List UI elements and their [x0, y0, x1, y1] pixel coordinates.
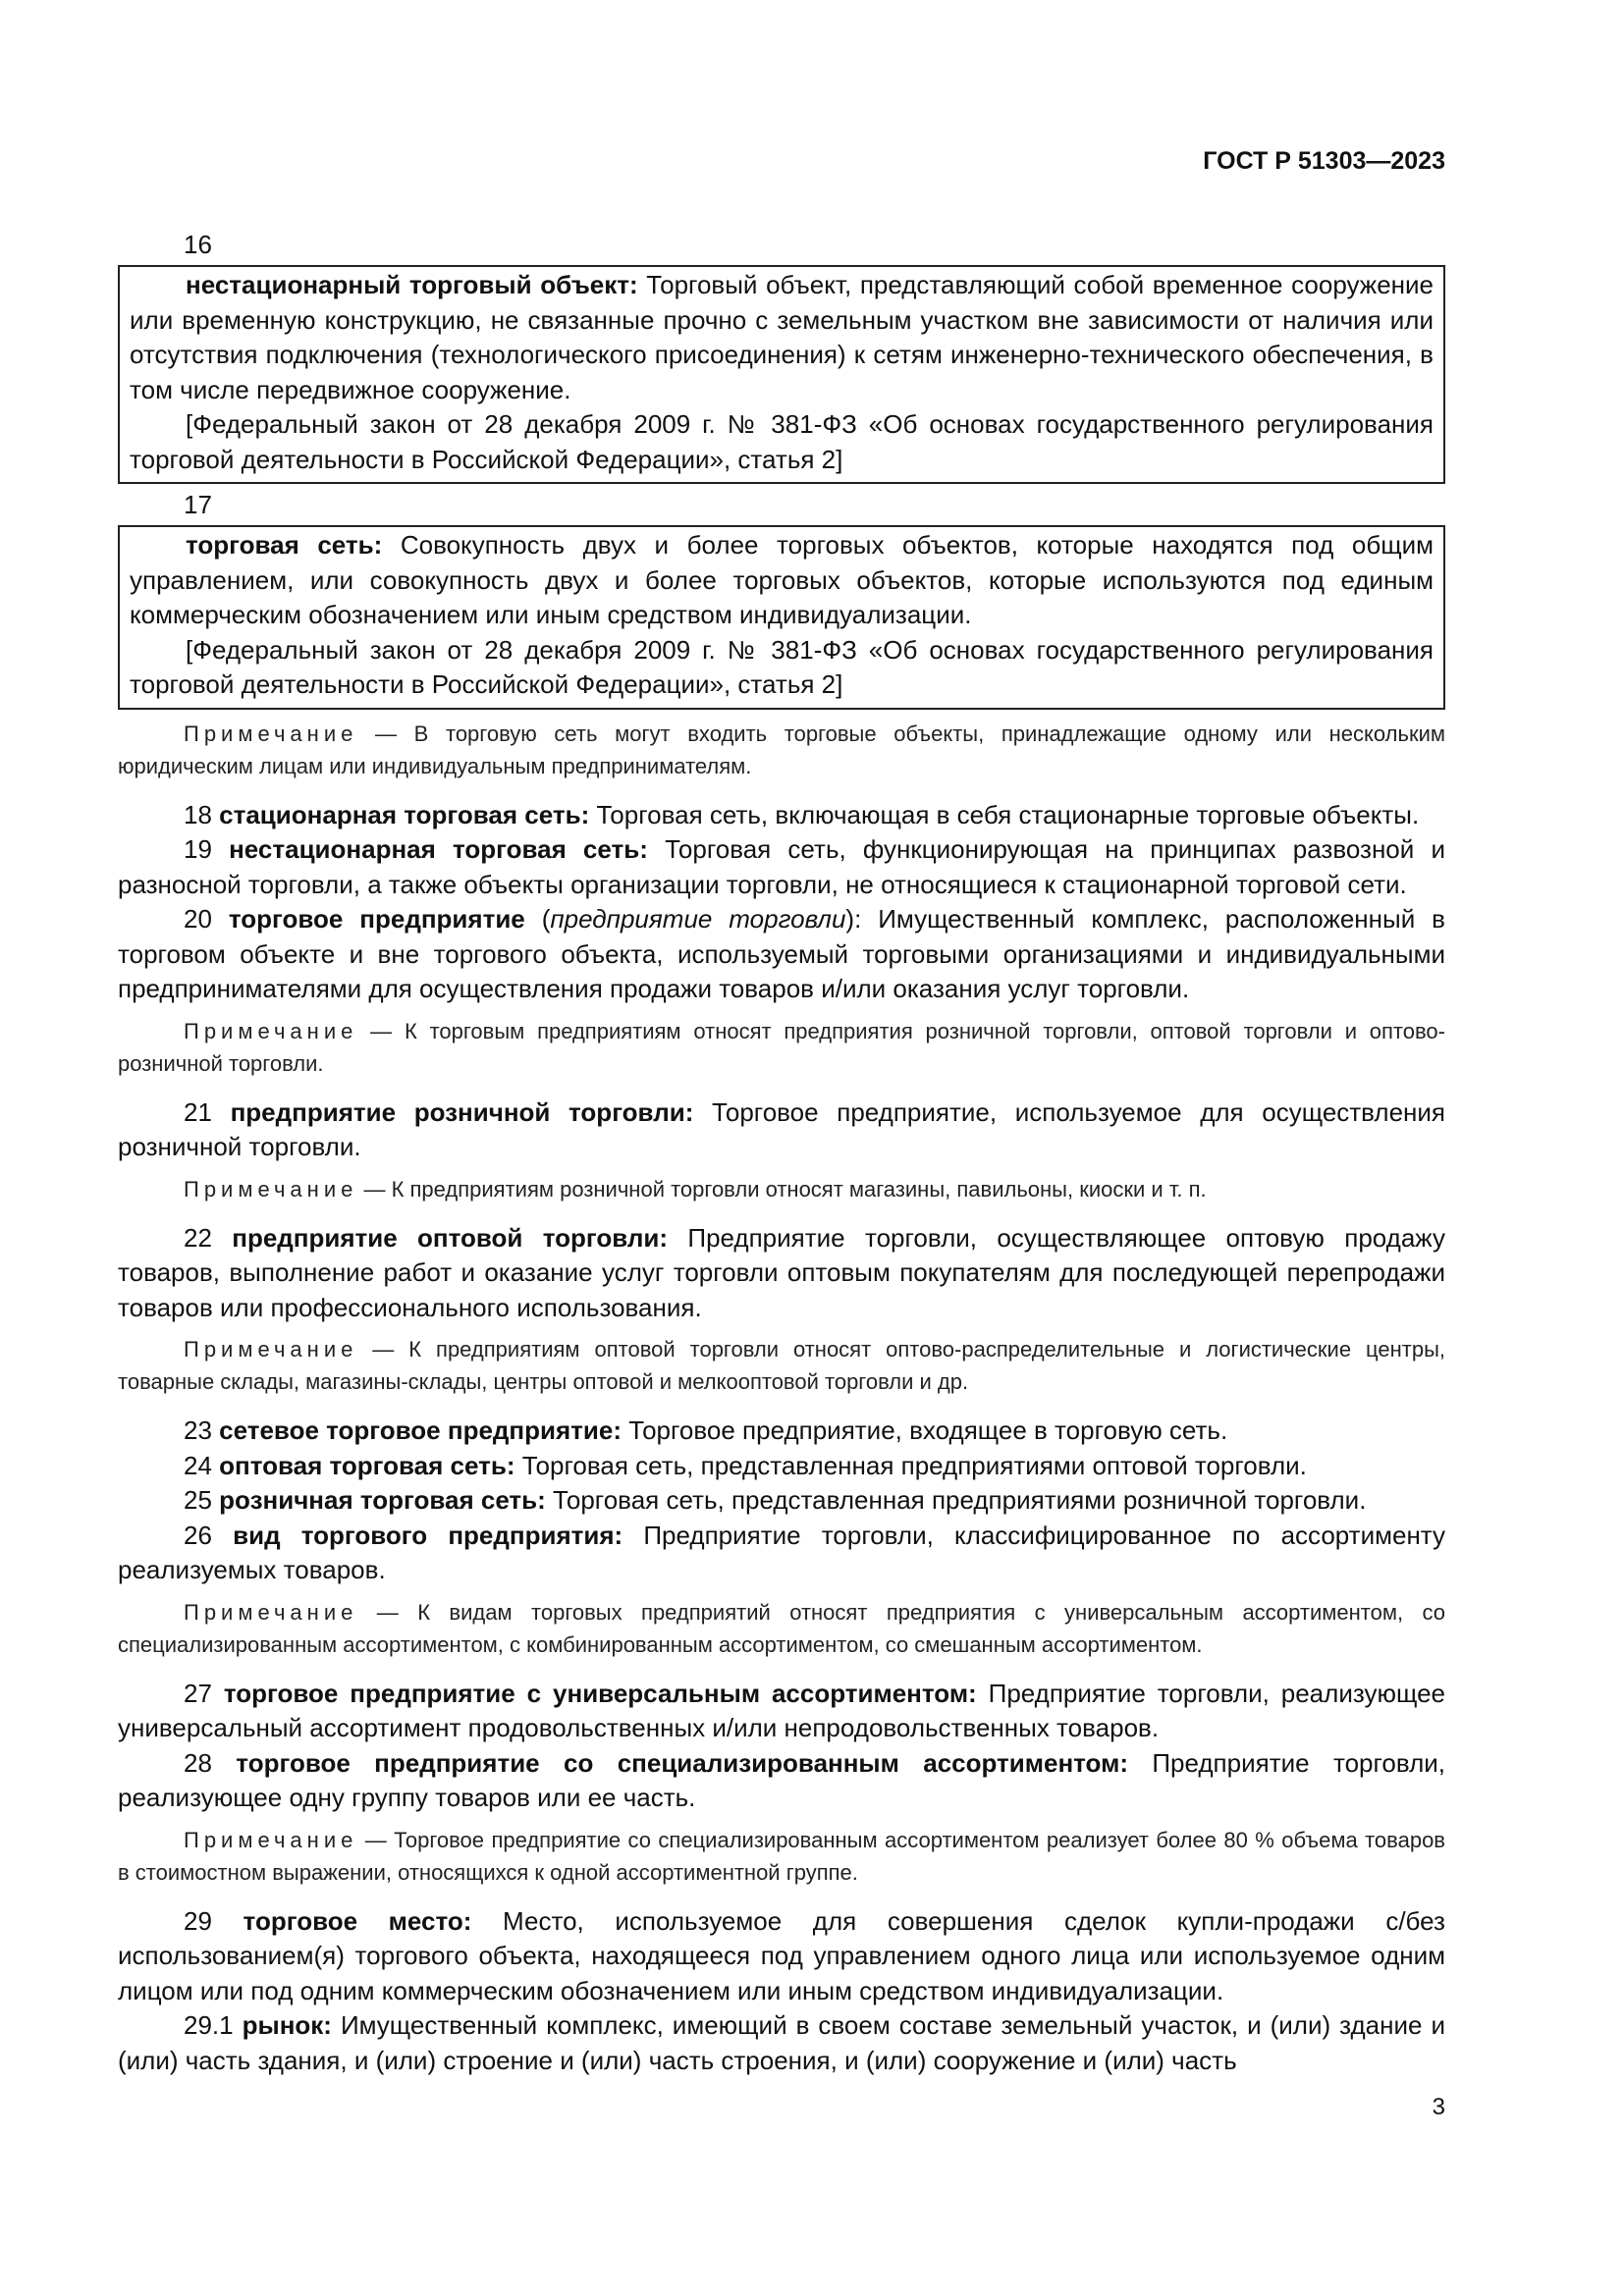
definition-text: Имущественный комплекс, имеющий в своем составе земельный участок, и (или) здание и (или) часть здания, и (или) строение и (или) часть строения, и (или) сооружение и (или) часть	[118, 2010, 1445, 2075]
definition-text: Торговая сеть, представленная предприятиями розничной торговли.	[545, 1485, 1367, 1515]
term-name: торговое предприятие	[228, 904, 525, 934]
note-label: Примечание	[184, 1337, 358, 1362]
term-25	[118, 1483, 1445, 1519]
term-name: розничная торговая сеть:	[219, 1485, 546, 1515]
note-label: Примечание	[184, 1176, 358, 1201]
note-label: Примечание	[184, 1599, 358, 1625]
term-number: 17	[184, 490, 212, 519]
synonym-bracket: ):	[845, 904, 862, 934]
note-17	[118, 718, 1445, 782]
boxed-term-16	[118, 265, 1445, 484]
term-name: нестационарная торговая сеть:	[229, 834, 648, 864]
note-26	[118, 1596, 1445, 1661]
definition-text: Торговый объект, представляющий собой временное сооружение или временную конструкцию, не связанные прочно с земельным участком вне зависимости от наличия или отсутствия подключения (технологического присоединения) к сетям инженерно-технического обеспечения, в том числе передвижное сооружение.	[130, 270, 1434, 404]
term-number: 24	[184, 1450, 220, 1480]
term-name: рынок:	[242, 2010, 332, 2040]
term-number: 23	[184, 1415, 220, 1445]
term-19	[118, 832, 1445, 902]
term-number: 25	[184, 1485, 220, 1515]
term-name: нестационарный торговый объект:	[186, 270, 638, 299]
boxed-term-17	[118, 525, 1445, 710]
term-number: 18	[184, 799, 220, 829]
note-label: Примечание	[184, 1827, 358, 1852]
term-name: предприятие розничной торговли:	[230, 1096, 694, 1127]
term-21	[118, 1095, 1445, 1165]
term-28	[118, 1746, 1445, 1816]
note-text: — К предприятиям розничной торговли относят магазины, павильоны, киоски и т. п.	[357, 1176, 1207, 1201]
term-22	[118, 1221, 1445, 1326]
note-text: — К предприятиям оптовой торговли относят оптово-распределительные и логистические центры, товарные склады, магазины-склады, центры оптовой и мелкооптовой торговли и др.	[118, 1337, 1445, 1394]
definition-text: Торговое предприятие, используемое для осуществления розничной торговли.	[118, 1096, 1445, 1161]
definition-text: Торговое предприятие, входящее в торговую сеть.	[622, 1415, 1228, 1445]
note-22	[118, 1333, 1445, 1398]
term-name: сетевое торговое предприятие:	[219, 1415, 622, 1445]
term-number: 27	[184, 1678, 224, 1708]
term-name: торговое предприятие с универсальным ассортиментом:	[223, 1678, 977, 1708]
definition-text: Предприятие торговли, классифицированное по ассортименту реализуемых товаров.	[118, 1520, 1445, 1584]
term-29-1	[118, 2008, 1445, 2078]
note-20	[118, 1015, 1445, 1080]
term-name: торговое место:	[243, 1905, 472, 1936]
note-text: — К видам торговых предприятий относят предприятия с универсальным ассортиментом, со специализированным ассортиментом, с комбинированным ассортиментом, со смешанным ассортиментом.	[118, 1599, 1445, 1657]
definition-text: Торговая сеть, функционирующая на принципах развозной и разносной торговли, а также объекты организации торговли, не относящиеся к стационарной торговой сети.	[118, 834, 1445, 899]
definition-text: Торговая сеть, включающая в себя стационарные торговые объекты.	[589, 799, 1420, 829]
term-26	[118, 1519, 1445, 1588]
term-number: 26	[184, 1520, 234, 1550]
note-text: — К торговым предприятиям относят предприятия розничной торговли, оптовой торговли и оптово-розничной торговли.	[118, 1018, 1445, 1076]
definition-text: Совокупность двух и более торговых объектов, которые находятся под общим управлением, или совокупность двух и более торговых объектов, которые используются под единым коммерческим обозначением или иным средством индивидуализации.	[130, 530, 1434, 629]
synonym-bracket: (	[524, 904, 551, 934]
term-name: торговая сеть:	[186, 530, 383, 560]
term-name: оптовая торговая сеть:	[219, 1450, 515, 1480]
page-content	[118, 224, 1445, 2078]
term-29	[118, 1904, 1445, 2009]
term-reference: [Федеральный закон от 28 декабря 2009 г. № 381-ФЗ «Об основах государственного регулирования торговой деятельности в Российской Федерации», статья 2]	[130, 634, 1434, 699]
note-label: Примечание	[184, 1018, 358, 1043]
definition-text: Предприятие торговли, реализующее одну группу товаров или ее часть.	[118, 1747, 1445, 1812]
term-name: вид торгового предприятия:	[233, 1520, 623, 1550]
definition-text: Торговая сеть, представленная предприятиями оптовой торговли.	[514, 1450, 1307, 1480]
note-text: — Торговое предприятие со специализированным ассортиментом реализует более 80 % объема товаров в стоимостном выражении, относящихся к одной ассортиментной группе.	[118, 1827, 1445, 1885]
note-21	[118, 1173, 1445, 1205]
term-number: 16	[184, 230, 212, 259]
term-number: 19	[184, 834, 230, 864]
term-synonym: предприятие торговли	[550, 904, 846, 934]
term-24	[118, 1449, 1445, 1484]
term-number: 29.1	[184, 2010, 243, 2040]
term-18	[118, 798, 1445, 833]
standard-designation: ГОСТ Р 51303—2023	[1203, 147, 1445, 175]
note-label: Примечание	[184, 721, 358, 746]
term-name: предприятие оптовой торговли:	[232, 1222, 669, 1253]
term-definition	[130, 268, 1434, 407]
term-number: 21	[184, 1096, 231, 1127]
term-name: стационарная торговая сеть:	[219, 799, 590, 829]
term-definition	[130, 528, 1434, 633]
term-27	[118, 1677, 1445, 1746]
term-number: 20	[184, 904, 229, 934]
term-20	[118, 902, 1445, 1007]
page-number: 3	[1432, 2094, 1445, 2120]
definition-text: Место, используемое для совершения сделок купли-продажи с/без использованием(я) торгового объекта, находящееся под управлением одного лица или используемое одним лицом или под одним коммерческим обозначением или иным средством индивидуализации.	[118, 1905, 1445, 2005]
term-number: 29	[184, 1905, 244, 1936]
term-number: 28	[184, 1747, 237, 1778]
definition-text: Имущественный комплекс, расположенный в торговом объекте и вне торгового объекта, используемый торговыми организациями и индивидуальными предпринимателями для осуществления продажи товаров и/или оказания услуг торговли.	[118, 904, 1445, 1003]
definition-text: Предприятие торговли, реализующее универсальный ассортимент продовольственных и/или непродовольственных товаров.	[118, 1678, 1445, 1742]
note-28	[118, 1824, 1445, 1889]
term-reference: [Федеральный закон от 28 декабря 2009 г. № 381-ФЗ «Об основах государственного регулирования торговой деятельности в Российской Федерации», статья 2]	[130, 409, 1434, 474]
term-name: торговое предприятие со специализированным ассортиментом:	[236, 1747, 1128, 1778]
note-text: — В торговую сеть могут входить торговые объекты, принадлежащие одному или нескольким юридическим лицам или индивидуальным предпринимателям.	[118, 721, 1445, 778]
term-23	[118, 1414, 1445, 1449]
term-number: 22	[184, 1222, 233, 1253]
definition-text: Предприятие торговли, осуществляющее оптовую продажу товаров, выполнение работ и оказание услуг торговли оптовым покупателям для последующей перепродажи товаров или профессионального использования.	[118, 1222, 1445, 1322]
